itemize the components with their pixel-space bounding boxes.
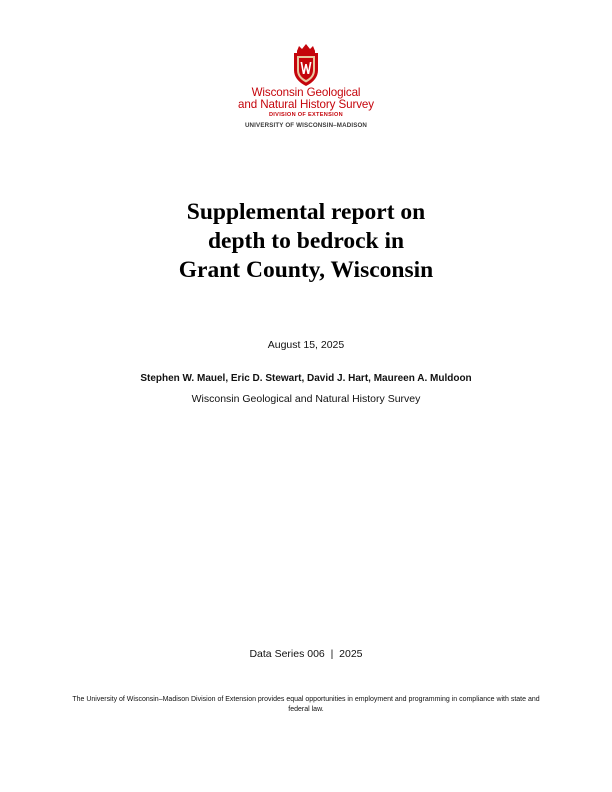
data-series-label: Data Series 006 | 2025 — [249, 648, 363, 660]
report-authors: Stephen W. Mauel, Eric D. Stewart, David J. Hart, Maureen A. Muldoon — [140, 373, 472, 384]
report-title-line3: Grant County, Wisconsin — [178, 257, 434, 283]
org-name-line2: and Natural History Survey — [238, 98, 374, 111]
report-title-line2: depth to bedrock in — [207, 228, 405, 254]
org-division: DIVISION OF EXTENSION — [268, 112, 344, 118]
report-title-line1: Supplemental report on — [186, 199, 426, 225]
equal-opportunity-statement: The University of Wisconsin–Madison Division of Extension provides equal opportunities in employment and programming in compliance with state and federal law. — [72, 696, 540, 713]
uw-crest-icon — [291, 43, 321, 87]
org-name-line1: Wisconsin Geological — [251, 86, 361, 99]
report-date: August 15, 2025 — [267, 339, 345, 351]
org-university: UNIVERSITY OF WISCONSIN–MADISON — [244, 121, 368, 129]
author-affiliation: Wisconsin Geological and Natural History Survey — [191, 393, 421, 405]
